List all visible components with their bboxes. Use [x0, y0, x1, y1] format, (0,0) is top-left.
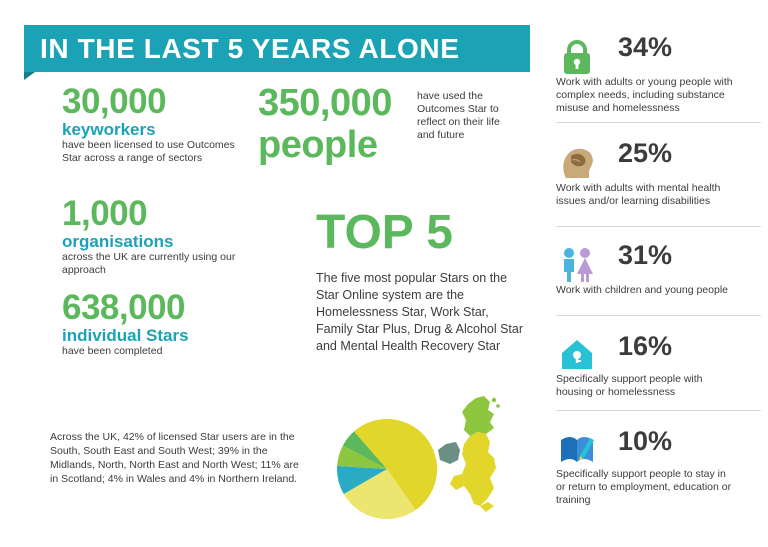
- stat-keyworkers-description: have been licensed to use Outcomes Star across a range of sectors: [62, 139, 235, 164]
- row-divider: [556, 226, 761, 227]
- right-row-mental-health-description: Work with adults with mental health issues and/or learning disabilities: [556, 182, 721, 207]
- uk-distribution-note: Across the UK, 42% of licensed Star users are in the South, South East and South West; 39% in the Midlands, North, North East and North West; 11% are in Scotland; 4% in Wales and 4% in Northern Ireland.: [50, 431, 299, 485]
- stat-people-note: have used the Outcomes Star to reflect on their life and future: [417, 90, 500, 141]
- map-england: [462, 432, 496, 506]
- row-divider: [556, 410, 761, 411]
- stat-organisations-description: across the UK are currently using our approach: [62, 251, 236, 276]
- top5-heading: TOP 5: [316, 206, 453, 259]
- house-key-icon: [556, 333, 598, 375]
- right-row-children-description: Work with children and young people: [556, 284, 728, 296]
- right-row-housing-percent: 16%: [618, 331, 673, 361]
- map-ireland: [438, 442, 460, 464]
- map-scotland: [462, 396, 494, 436]
- row-divider: [556, 122, 761, 123]
- map-wales: [450, 474, 464, 490]
- stat-people-number: 350,000: [258, 82, 392, 124]
- banner-fold-decoration: [24, 72, 35, 80]
- stat-people-label: people: [258, 124, 378, 166]
- uk-map-illustration: [424, 394, 520, 530]
- right-row-mental-health-percent: 25%: [618, 138, 673, 168]
- padlock-icon: [556, 36, 598, 78]
- right-row-children-percent: 31%: [618, 240, 673, 270]
- top5-description: The five most popular Stars on the Star Online system are the Homelessness Star, Work Star, Family Star Plus, Drug & Alcohol Star and Mental Health Recovery Star: [316, 271, 524, 353]
- two-children-icon: [556, 244, 598, 286]
- book-pencil-icon: [556, 428, 598, 470]
- page-title: IN THE LAST 5 YEARS ALONE: [40, 33, 460, 64]
- right-row-padlock-percent: 34%: [618, 32, 673, 62]
- stat-individual-stars-label: individual Stars: [62, 326, 189, 345]
- row-divider: [556, 315, 761, 316]
- right-row-padlock-description: Work with adults or young people with complex needs, including substance misuse and homelessness: [556, 76, 733, 114]
- stat-individual-stars: [62, 290, 277, 358]
- stat-keyworkers: [62, 84, 252, 165]
- right-row-employment-education-percent: 10%: [618, 426, 673, 456]
- stat-organisations-number: 1,000: [62, 194, 148, 233]
- stat-keyworkers-label: keyworkers: [62, 120, 156, 139]
- stat-organisations: [62, 196, 262, 277]
- uk-map-svg: [424, 394, 520, 530]
- right-row-employment-education-description: Specifically support people to stay in or return to employment, education or training: [556, 468, 732, 506]
- top5-block: [316, 206, 526, 355]
- map-isle-1: [492, 398, 496, 402]
- stat-individual-stars-number: 638,000: [62, 288, 186, 327]
- right-row-housing-description: Specifically support people with housing or homelessness: [556, 373, 703, 398]
- stat-keyworkers-number: 30,000: [62, 82, 167, 121]
- stat-organisations-label: organisations: [62, 232, 174, 251]
- head-brain-icon: [556, 142, 598, 184]
- map-isle-2: [496, 404, 500, 408]
- stat-individual-stars-description: have been completed: [62, 345, 163, 357]
- stat-people: [258, 82, 418, 166]
